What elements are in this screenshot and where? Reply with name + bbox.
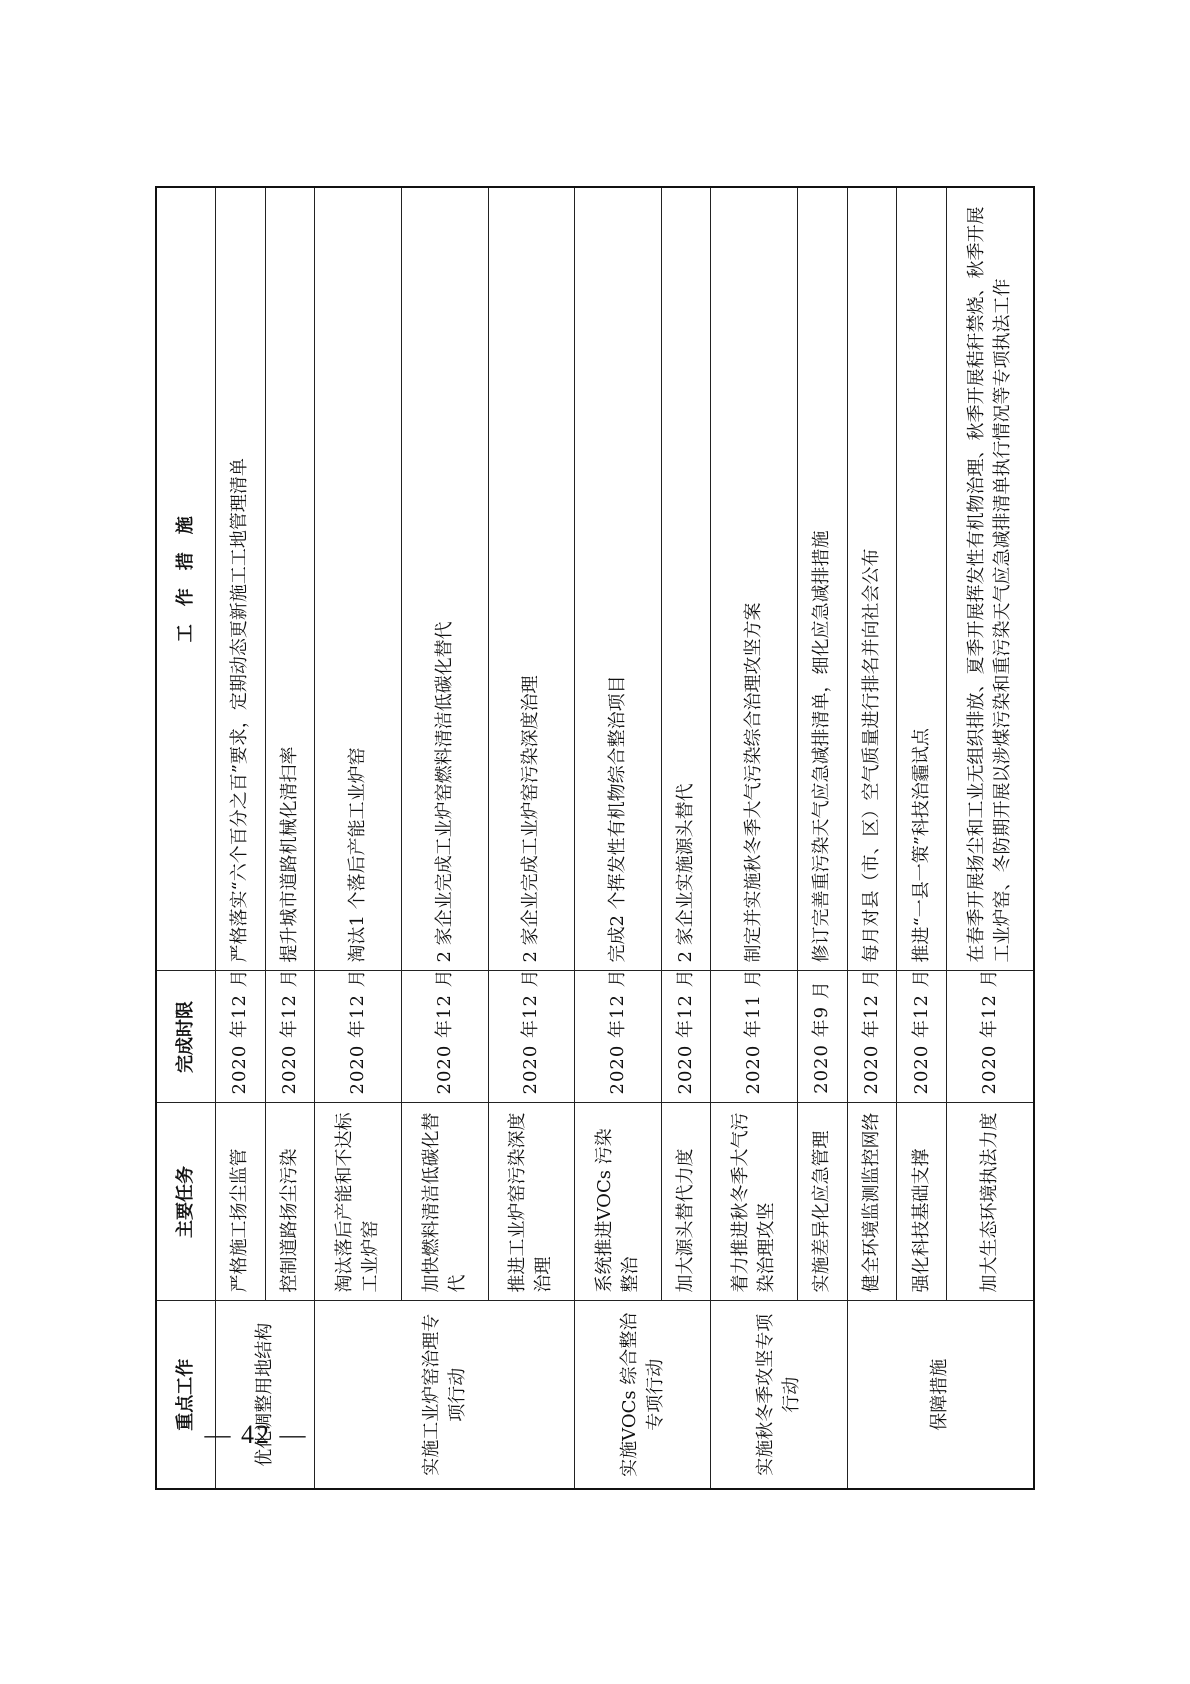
task-cell: 严格施工扬尘监管 xyxy=(216,1103,266,1301)
measure-cell: 推进“一县一策”科技治霾试点 xyxy=(897,187,947,971)
table-header-row xyxy=(156,187,216,1489)
table-row xyxy=(488,187,575,1489)
table-row xyxy=(315,187,402,1489)
deadline-cell: 2020 年12 月 xyxy=(897,971,947,1103)
deadline-cell: 2020 年12 月 xyxy=(661,971,711,1103)
task-cell: 淘汰落后产能和不达标工业炉窑 xyxy=(315,1103,402,1301)
key-work-cell: 实施秋冬季攻坚专项行动 xyxy=(711,1301,847,1489)
measure-cell: 2 家企业完成工业炉窑燃料清洁低碳化替代 xyxy=(401,187,488,971)
deadline-cell: 2020 年12 月 xyxy=(488,971,575,1103)
header-main-task: 主要任务 xyxy=(156,1103,216,1301)
task-cell: 加大源头替代力度 xyxy=(661,1103,711,1301)
task-cell: 实施差异化应急管理 xyxy=(798,1103,848,1301)
table-row xyxy=(575,187,662,1489)
deadline-cell: 2020 年12 月 xyxy=(216,971,266,1103)
deadline-cell: 2020 年11 月 xyxy=(711,971,798,1103)
table-row xyxy=(897,187,947,1489)
measure-cell: 淘汰1 个落后产能工业炉窑 xyxy=(315,187,402,971)
task-cell: 着力推进秋冬季大气污染治理攻坚 xyxy=(711,1103,798,1301)
header-deadline: 完成时限 xyxy=(156,971,216,1103)
measure-cell: 完成2 个挥发性有机物综合整治项目 xyxy=(575,187,662,971)
measure-cell: 2 家企业完成工业炉窑污染深度治理 xyxy=(488,187,575,971)
task-cell: 控制道路扬尘污染 xyxy=(265,1103,315,1301)
deadline-cell: 2020 年12 月 xyxy=(847,971,897,1103)
table-row xyxy=(661,187,711,1489)
deadline-cell: 2020 年12 月 xyxy=(265,971,315,1103)
measure-cell: 制定并实施秋冬季大气污染综合治理攻坚方案 xyxy=(711,187,798,971)
key-work-cell: 实施工业炉窑治理专项行动 xyxy=(315,1301,575,1489)
deadline-cell: 2020 年12 月 xyxy=(401,971,488,1103)
measure-cell: 在春季开展扬尘和工业无组织排放、夏季开展挥发性有机物治理、秋季开展秸秆禁烧、秋季开展工业炉窑、冬防期开展以涉煤污染和重污染天气应急减排清单执行情况等专项执法工作 xyxy=(947,187,1034,971)
task-cell: 系统推进VOCs 污染整治 xyxy=(575,1103,662,1301)
page-number: — 42 — xyxy=(204,1420,308,1449)
measure-cell: 严格落实“六个百分之百”要求，定期动态更新施工工地管理清单 xyxy=(216,187,266,971)
deadline-cell: 2020 年12 月 xyxy=(575,971,662,1103)
header-key-work: 重点工作 xyxy=(156,1301,216,1489)
measure-cell: 2 家企业实施源头替代 xyxy=(661,187,711,971)
measure-cell: 每月对县（市、区）空气质量进行排名并向社会公布 xyxy=(847,187,897,971)
table-row xyxy=(265,187,315,1489)
task-cell: 加大生态环境执法力度 xyxy=(947,1103,1034,1301)
work-plan-table xyxy=(155,186,1035,1490)
table-row xyxy=(711,187,798,1489)
table-row xyxy=(798,187,848,1489)
task-cell: 强化科技基础支撑 xyxy=(897,1103,947,1301)
key-work-cell: 优化调整用地结构 xyxy=(216,1301,315,1489)
table-row xyxy=(847,187,897,1489)
key-work-cell: 保障措施 xyxy=(847,1301,1034,1489)
deadline-cell: 2020 年12 月 xyxy=(315,971,402,1103)
task-cell: 加快燃料清洁低碳化替代 xyxy=(401,1103,488,1301)
rotated-table-container xyxy=(155,188,1035,1490)
measure-cell: 提升城市道路机械化清扫率 xyxy=(265,187,315,971)
header-measures: 工 作 措 施 xyxy=(156,187,216,971)
table-row xyxy=(947,187,1034,1489)
key-work-cell: 实施VOCs 综合整治专项行动 xyxy=(575,1301,711,1489)
deadline-cell: 2020 年12 月 xyxy=(947,971,1034,1103)
task-cell: 推进工业炉窑污染深度治理 xyxy=(488,1103,575,1301)
deadline-cell: 2020 年9 月 xyxy=(798,971,848,1103)
measure-cell: 修订完善重污染天气应急减排清单，细化应急减排措施 xyxy=(798,187,848,971)
table-row xyxy=(401,187,488,1489)
task-cell: 健全环境监测监控网络 xyxy=(847,1103,897,1301)
table-row xyxy=(216,187,266,1489)
